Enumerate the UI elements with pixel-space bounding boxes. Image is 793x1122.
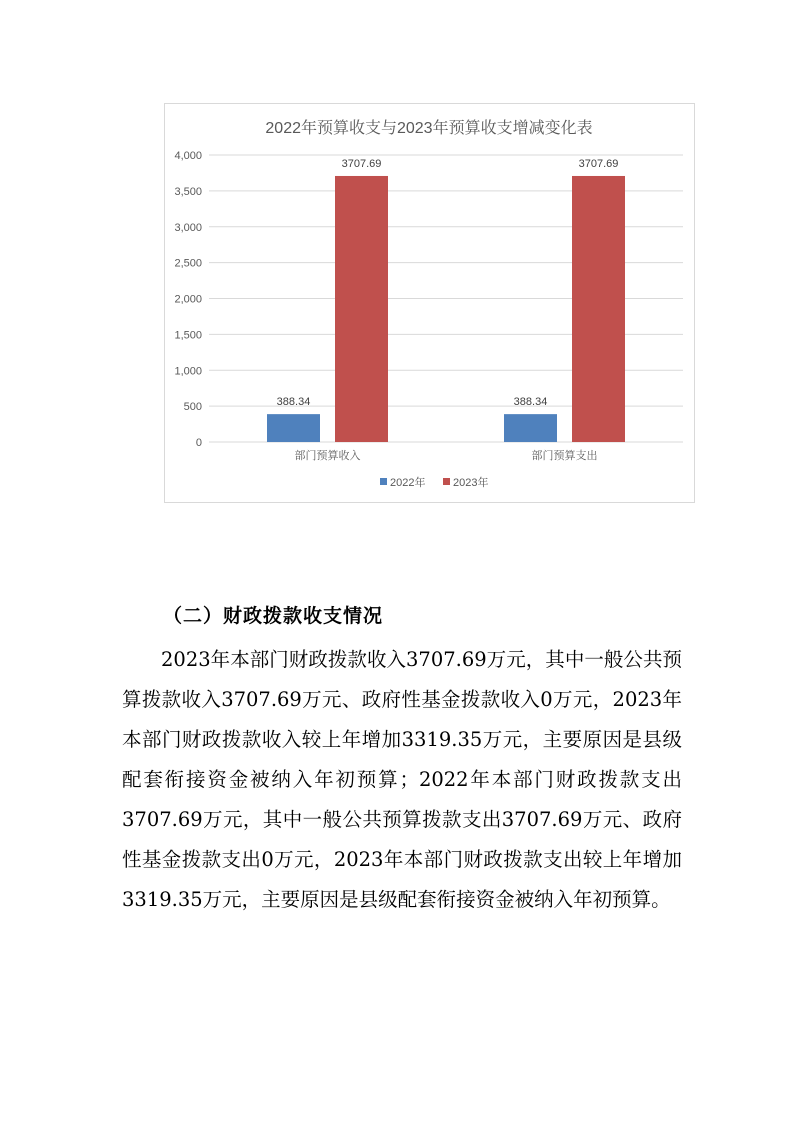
y-tick-label: 2,000 [174, 293, 202, 306]
legend-label: 2023年 [453, 477, 489, 489]
y-tick-label: 500 [183, 401, 202, 414]
bar-series-1 [267, 414, 320, 442]
legend-label: 2022年 [390, 477, 426, 489]
section-paragraph: 2023年本部门财政拨款收入3707.69万元，其中一般公共预算拨款收入3707.69万元、政府性基金拨款收入0万元，2023年本部门财政拨款收入较上年增加3319.35万元，主要原因是县级配套衔接资金被纳入年初预算；2022年本部门财政拨款支出3707.69万元，其中一般公共预算拨款支出3707.69万元、政府性基金拨款支出0万元，2023年本部门财政拨款支出较上年增加3319.35万元，主要原因是县级配套衔接资金被纳入年初预算。 [122, 648, 682, 911]
bar-series-1 [504, 414, 557, 442]
y-tick-label: 1,500 [174, 329, 202, 342]
y-tick-label: 2,500 [174, 257, 202, 270]
budget-chart [164, 103, 695, 503]
data-label: 388.34 [513, 396, 548, 409]
y-tick-label: 1,000 [174, 365, 202, 378]
y-tick-label: 3,500 [174, 185, 202, 198]
legend-swatch [443, 478, 450, 485]
bar-series-2 [335, 176, 388, 442]
x-category-label: 部门预算支出 [531, 450, 598, 462]
legend-swatch [380, 478, 387, 485]
y-tick-label: 4,000 [174, 150, 202, 162]
chart-title: 2022年预算收支与2023年预算收支增减变化表 [265, 120, 593, 137]
x-category-label: 部门预算收入 [294, 450, 361, 462]
budget-bar-chart [165, 104, 694, 502]
data-label: 3707.69 [578, 157, 619, 170]
data-label: 388.34 [276, 396, 311, 409]
data-label: 3707.69 [341, 157, 382, 170]
y-tick-label: 3,000 [174, 221, 202, 234]
y-tick-label: 0 [195, 437, 202, 449]
bar-series-2 [572, 176, 625, 442]
section-heading: （二）财政拨款收支情况 [163, 605, 384, 627]
